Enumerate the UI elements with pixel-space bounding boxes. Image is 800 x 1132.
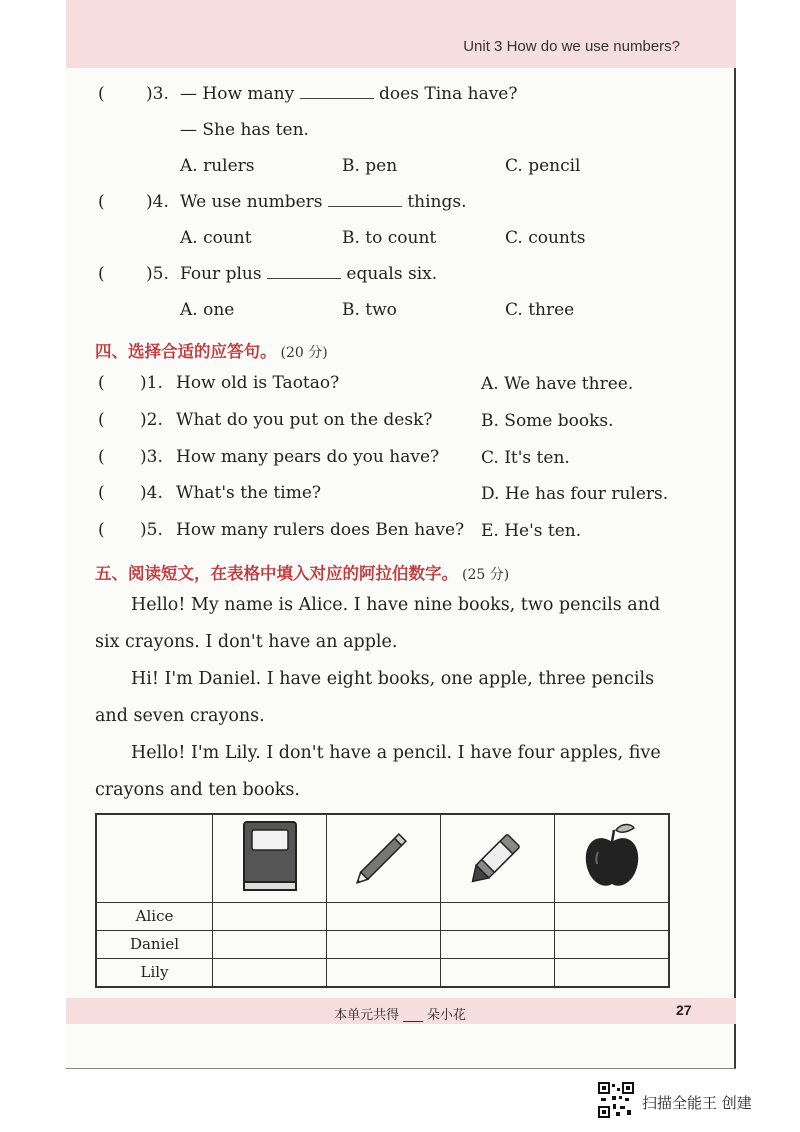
answer-cell[interactable] bbox=[213, 930, 327, 958]
option-c: C. counts bbox=[505, 228, 586, 248]
answer-blank[interactable] bbox=[267, 264, 341, 279]
question-number: )3. bbox=[146, 84, 169, 104]
question-text: What's the time? bbox=[176, 483, 321, 503]
reading-passage bbox=[95, 587, 673, 809]
crayon-column-header bbox=[441, 814, 555, 902]
option-a: A. one bbox=[180, 300, 235, 320]
answer-cell[interactable] bbox=[213, 902, 327, 930]
row-label-lily: Lily bbox=[96, 958, 213, 987]
table-row bbox=[96, 958, 669, 987]
option-b: B. to count bbox=[342, 228, 437, 248]
book-column-header bbox=[213, 814, 327, 902]
question-text: What do you put on the desk? bbox=[176, 410, 433, 430]
answer-cell[interactable] bbox=[213, 958, 327, 987]
option-c: C. three bbox=[505, 300, 575, 320]
passage-lily: Hello! I'm Lily. I don't have a pencil. I have four apples, five crayons and ten books. bbox=[95, 743, 661, 800]
book-icon bbox=[238, 818, 302, 894]
option-b: B. two bbox=[342, 300, 397, 320]
row-label-daniel: Daniel bbox=[96, 930, 213, 958]
answer-paren: ( bbox=[98, 84, 105, 104]
option-c: C. pencil bbox=[505, 156, 581, 176]
option-b: B. pen bbox=[342, 156, 398, 176]
answer-paren: ( bbox=[98, 264, 105, 284]
section-five-score: (25 分) bbox=[462, 567, 510, 583]
answer-cell[interactable] bbox=[555, 958, 670, 987]
section-four-title: 四、选择合适的应答句。 (20 分) bbox=[95, 342, 328, 361]
response-option: C. It's ten. bbox=[481, 448, 570, 468]
scanner-brand-text: 扫描全能王 创建 bbox=[642, 1094, 752, 1112]
table-row bbox=[96, 902, 669, 930]
page-number: 27 bbox=[676, 1002, 692, 1018]
response-option: A. We have three. bbox=[481, 374, 634, 394]
question-number: )4. bbox=[146, 192, 169, 212]
question-number: )1. bbox=[140, 373, 163, 393]
qr-code-icon bbox=[598, 1082, 634, 1118]
answer-blank[interactable] bbox=[300, 84, 374, 99]
row-label-alice: Alice bbox=[96, 902, 213, 930]
answer-cell[interactable] bbox=[327, 958, 441, 987]
header-band bbox=[66, 0, 736, 68]
question-text: How many rulers does Ben have? bbox=[176, 520, 465, 540]
answer-paren: ( bbox=[98, 483, 105, 503]
table-header-row bbox=[96, 814, 669, 902]
answer-blank[interactable] bbox=[328, 192, 402, 207]
option-a: A. count bbox=[180, 228, 252, 248]
table-row bbox=[96, 930, 669, 958]
unit-header: Unit 3 How do we use numbers? bbox=[463, 38, 680, 55]
answer-table bbox=[95, 813, 670, 988]
section-five-title: 五、阅读短文，在表格中填入对应的阿拉伯数字。 (25 分) bbox=[95, 564, 510, 583]
apple-column-header bbox=[555, 814, 670, 902]
response-option: E. He's ten. bbox=[481, 521, 582, 541]
response-option: B. Some books. bbox=[481, 411, 614, 431]
answer-cell[interactable] bbox=[441, 930, 555, 958]
answer-paren: ( bbox=[98, 373, 105, 393]
question-number: )4. bbox=[140, 483, 163, 503]
question-text: How many pears do you have? bbox=[176, 447, 440, 467]
question-text: — How many does Tina have? bbox=[180, 84, 518, 104]
passage-alice: Hello! My name is Alice. I have nine books, two pencils and six crayons. I don't have an apple. bbox=[95, 595, 661, 652]
apple-icon bbox=[580, 818, 644, 894]
question-response: — She has ten. bbox=[180, 120, 309, 140]
question-number: )2. bbox=[140, 410, 163, 430]
question-number: )5. bbox=[140, 520, 163, 540]
pencil-column-header bbox=[327, 814, 441, 902]
passage-daniel: Hi! I'm Daniel. I have eight books, one apple, three pencils and seven crayons. bbox=[95, 669, 655, 726]
answer-cell[interactable] bbox=[441, 902, 555, 930]
option-a: A. rulers bbox=[180, 156, 255, 176]
flower-score-text: 本单元共得 ___ 朵小花 bbox=[334, 1008, 466, 1023]
question-text: Four plus equals six. bbox=[180, 264, 438, 284]
answer-paren: ( bbox=[98, 447, 105, 467]
question-number: )5. bbox=[146, 264, 169, 284]
question-text: We use numbers things. bbox=[180, 192, 467, 212]
question-text: How old is Taotao? bbox=[176, 373, 340, 393]
answer-cell[interactable] bbox=[327, 930, 441, 958]
table-corner-cell bbox=[96, 814, 213, 902]
response-option: D. He has four rulers. bbox=[481, 484, 669, 504]
answer-paren: ( bbox=[98, 410, 105, 430]
answer-paren: ( bbox=[98, 192, 105, 212]
pencil-icon bbox=[344, 818, 424, 894]
answer-cell[interactable] bbox=[441, 958, 555, 987]
answer-paren: ( bbox=[98, 520, 105, 540]
answer-cell[interactable] bbox=[555, 902, 670, 930]
crayon-icon bbox=[458, 818, 538, 894]
answer-cell[interactable] bbox=[555, 930, 670, 958]
question-number: )3. bbox=[140, 447, 163, 467]
answer-cell[interactable] bbox=[327, 902, 441, 930]
section-four-score: (20 分) bbox=[280, 345, 328, 361]
